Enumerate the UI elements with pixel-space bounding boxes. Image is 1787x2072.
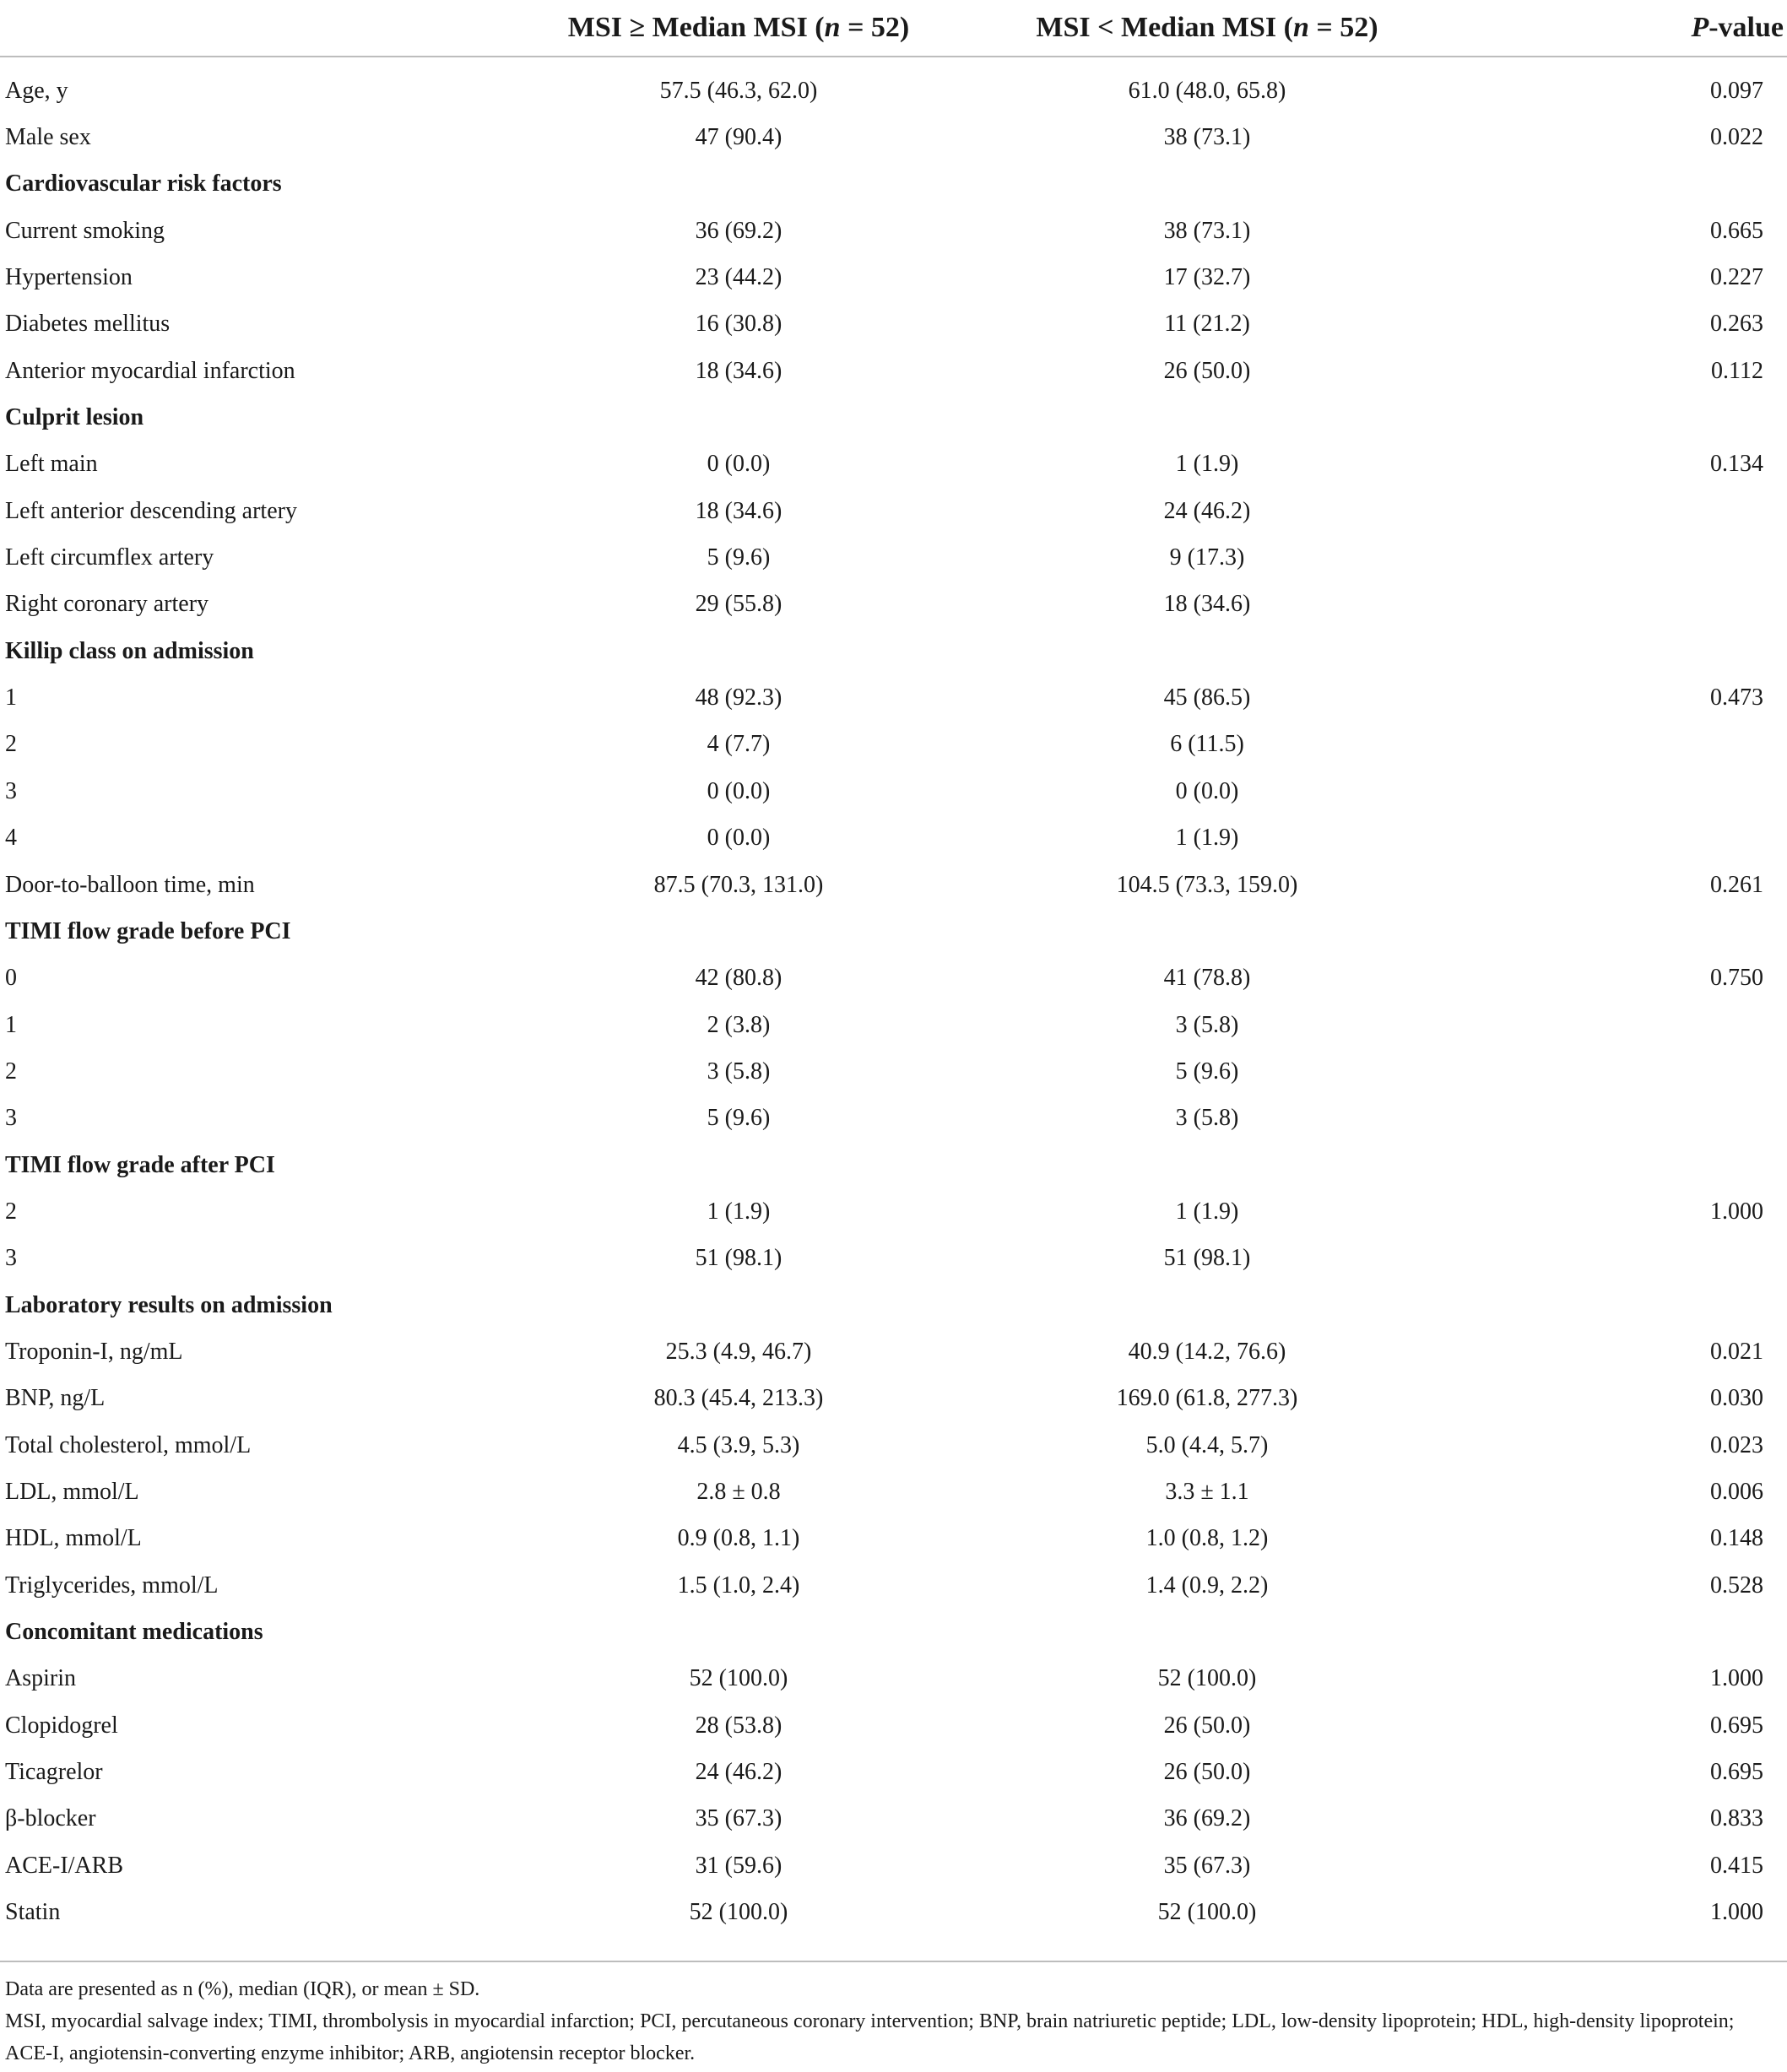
header-row	[0, 0, 1787, 57]
table-row	[0, 1328, 1787, 1375]
row-label: 2	[5, 731, 17, 758]
value-msi-below-median: 104.5 (73.3, 159.0)	[1116, 871, 1298, 898]
p-value	[1477, 394, 1787, 441]
value-msi-above-median	[540, 394, 937, 441]
row-label: Hypertension	[5, 264, 133, 291]
p-value	[1477, 1282, 1787, 1328]
value-msi-above-median: 1.5 (1.0, 2.4)	[677, 1572, 800, 1599]
row-label: Ticagrelor	[5, 1759, 103, 1786]
footer-divider	[0, 1961, 1787, 1962]
row-label: Clopidogrel	[5, 1712, 118, 1739]
row-label: Left main	[5, 451, 98, 478]
p-value: 0.006	[1710, 1478, 1763, 1505]
value-msi-above-median: 47 (90.4)	[695, 124, 782, 151]
value-msi-above-median: 2 (3.8)	[707, 1011, 771, 1038]
table-section-row	[0, 628, 1787, 674]
footnote-abbreviations: MSI, myocardial salvage index; TIMI, thrombolysis in myocardial infarction; PCI, percutaneous coronary intervention; BNP, brain natriuretic peptide; LDL, low-density lipoprotein; HDL, high-density lipoprotein; ACE-I, angiotensin-converting enzyme inhibitor; ARB, angiotensin receptor blocker.	[5, 2010, 1735, 2064]
row-label: 1	[5, 684, 17, 711]
row-label: β-blocker	[5, 1805, 96, 1832]
table-row	[0, 208, 1787, 254]
p-value: 0.665	[1710, 217, 1763, 244]
p-value: 0.261	[1710, 871, 1763, 898]
header-col1-n: n	[824, 12, 841, 43]
header-col1-suffix: = 52)	[840, 12, 910, 43]
table-row	[0, 1842, 1787, 1889]
value-msi-above-median: 28 (53.8)	[695, 1712, 782, 1739]
value-msi-below-median: 3.3 ± 1.1	[1165, 1478, 1249, 1505]
row-label: Left circumflex artery	[5, 544, 214, 571]
row-label: Age, y	[5, 77, 68, 104]
row-label: Left anterior descending artery	[5, 497, 297, 524]
table-row	[0, 768, 1787, 814]
value-msi-below-median: 52 (100.0)	[1157, 1899, 1257, 1926]
header-p-value	[1477, 0, 1787, 57]
row-label: Statin	[5, 1899, 61, 1926]
p-value	[1477, 1002, 1787, 1048]
table-row	[0, 955, 1787, 1002]
p-value	[1477, 908, 1787, 955]
value-msi-above-median: 1 (1.9)	[707, 1198, 771, 1225]
value-msi-above-median: 24 (46.2)	[695, 1759, 782, 1786]
p-value: 0.415	[1710, 1852, 1763, 1879]
table-row	[0, 1516, 1787, 1562]
value-msi-below-median: 5.0 (4.4, 5.7)	[1145, 1431, 1269, 1458]
row-label: BNP, ng/L	[5, 1385, 106, 1412]
p-value: 0.097	[1710, 77, 1763, 104]
row-label: Total cholesterol, mmol/L	[5, 1431, 252, 1458]
row-label: Anterior myocardial infarction	[5, 357, 295, 384]
value-msi-below-median: 24 (46.2)	[1163, 497, 1251, 524]
table-row	[0, 1469, 1787, 1515]
value-msi-below-median: 11 (21.2)	[1164, 311, 1250, 338]
row-label: Right coronary artery	[5, 591, 209, 618]
row-label: TIMI flow grade after PCI	[5, 1151, 275, 1178]
p-value: 0.695	[1710, 1712, 1763, 1739]
header-msi-below-median	[937, 0, 1477, 57]
value-msi-below-median: 36 (69.2)	[1163, 1805, 1251, 1832]
value-msi-above-median	[540, 1609, 937, 1655]
value-msi-below-median: 3 (5.8)	[1175, 1105, 1239, 1132]
row-label: Triglycerides, mmol/L	[5, 1572, 219, 1599]
table-section-row	[0, 1609, 1787, 1655]
p-value: 0.695	[1710, 1759, 1763, 1786]
value-msi-above-median: 18 (34.6)	[695, 357, 782, 384]
row-label: Killip class on admission	[5, 637, 254, 664]
value-msi-above-median: 3 (5.8)	[707, 1058, 771, 1085]
table-row	[0, 1422, 1787, 1469]
p-value	[1477, 1236, 1787, 1282]
table-row	[0, 114, 1787, 160]
table-row	[0, 1656, 1787, 1702]
table-row	[0, 348, 1787, 394]
value-msi-below-median	[937, 161, 1477, 208]
table-row	[0, 441, 1787, 488]
value-msi-below-median	[937, 1609, 1477, 1655]
header-col3-p: P	[1691, 12, 1709, 43]
value-msi-below-median: 6 (11.5)	[1170, 731, 1244, 758]
value-msi-below-median: 41 (78.8)	[1163, 965, 1251, 992]
value-msi-above-median: 36 (69.2)	[695, 217, 782, 244]
table-section-row	[0, 1282, 1787, 1328]
value-msi-below-median: 1.4 (0.9, 2.2)	[1145, 1572, 1269, 1599]
p-value: 0.021	[1710, 1338, 1763, 1365]
row-label: TIMI flow grade before PCI	[5, 917, 291, 944]
value-msi-above-median: 4.5 (3.9, 5.3)	[677, 1431, 800, 1458]
table-row	[0, 301, 1787, 348]
row-label: ACE-I/ARB	[5, 1852, 123, 1879]
row-label: LDL, mmol/L	[5, 1478, 139, 1505]
value-msi-above-median	[540, 1282, 937, 1328]
p-value	[1477, 722, 1787, 768]
p-value	[1477, 628, 1787, 674]
value-msi-below-median: 40.9 (14.2, 76.6)	[1128, 1338, 1286, 1365]
table-row	[0, 1562, 1787, 1609]
value-msi-above-median: 5 (9.6)	[707, 544, 771, 571]
value-msi-below-median: 38 (73.1)	[1163, 217, 1251, 244]
value-msi-below-median	[937, 628, 1477, 674]
row-label: Current smoking	[5, 217, 165, 244]
table-row	[0, 815, 1787, 862]
row-label: HDL, mmol/L	[5, 1525, 142, 1552]
p-value: 0.112	[1711, 357, 1763, 384]
value-msi-above-median	[540, 628, 937, 674]
value-msi-above-median: 80.3 (45.4, 213.3)	[653, 1385, 824, 1412]
table-row	[0, 1376, 1787, 1422]
value-msi-below-median: 1 (1.9)	[1175, 1198, 1239, 1225]
table-footnotes	[5, 1973, 1778, 2069]
row-label: 2	[5, 1058, 17, 1085]
row-label: Diabetes mellitus	[5, 311, 171, 338]
p-value: 0.750	[1710, 965, 1763, 992]
p-value	[1477, 1048, 1787, 1095]
row-label: Aspirin	[5, 1665, 76, 1692]
table-row	[0, 1188, 1787, 1235]
value-msi-above-median: 2.8 ± 0.8	[696, 1478, 781, 1505]
p-value: 1.000	[1710, 1899, 1763, 1926]
row-label: 3	[5, 1245, 17, 1272]
table-row	[0, 1236, 1787, 1282]
value-msi-above-median: 0.9 (0.8, 1.1)	[677, 1525, 800, 1552]
value-msi-below-median: 51 (98.1)	[1163, 1245, 1251, 1272]
table-row	[0, 722, 1787, 768]
row-label: Troponin-I, ng/mL	[5, 1338, 183, 1365]
value-msi-above-median: 0 (0.0)	[707, 825, 771, 852]
table-row	[0, 1702, 1787, 1749]
value-msi-above-median: 52 (100.0)	[689, 1899, 788, 1926]
value-msi-below-median: 1 (1.9)	[1175, 451, 1239, 478]
table-row	[0, 1889, 1787, 1935]
p-value: 0.023	[1710, 1431, 1763, 1458]
table-row	[0, 674, 1787, 721]
value-msi-above-median: 31 (59.6)	[695, 1852, 782, 1879]
p-value: 0.134	[1710, 451, 1763, 478]
value-msi-below-median: 9 (17.3)	[1169, 544, 1245, 571]
value-msi-above-median: 87.5 (70.3, 131.0)	[653, 871, 824, 898]
value-msi-below-median: 45 (86.5)	[1163, 684, 1251, 711]
table-body	[0, 57, 1787, 1936]
table-row	[0, 1048, 1787, 1095]
value-msi-below-median: 0 (0.0)	[1175, 777, 1239, 804]
p-value	[1477, 582, 1787, 628]
table-row	[0, 1749, 1787, 1795]
p-value	[1477, 815, 1787, 862]
row-label: Culprit lesion	[5, 404, 144, 431]
value-msi-below-median: 18 (34.6)	[1163, 591, 1251, 618]
p-value: 0.833	[1710, 1805, 1763, 1832]
header-col2-n: n	[1292, 12, 1309, 43]
row-label: Laboratory results on admission	[5, 1291, 333, 1318]
footnote-data-format: Data are presented as n (%), median (IQR), or mean ± SD.	[5, 1978, 480, 2000]
p-value: 0.263	[1710, 311, 1763, 338]
row-label: Concomitant medications	[5, 1619, 263, 1646]
table-section-row	[0, 908, 1787, 955]
value-msi-below-median	[937, 1142, 1477, 1188]
p-value	[1477, 1609, 1787, 1655]
table-row	[0, 862, 1787, 908]
value-msi-above-median: 51 (98.1)	[695, 1245, 782, 1272]
header-col3-suffix: -value	[1708, 12, 1784, 43]
table-row	[0, 1096, 1787, 1142]
value-msi-below-median: 1.0 (0.8, 1.2)	[1145, 1525, 1269, 1552]
value-msi-below-median: 38 (73.1)	[1163, 124, 1251, 151]
value-msi-below-median: 52 (100.0)	[1157, 1665, 1257, 1692]
value-msi-above-median	[540, 908, 937, 955]
value-msi-below-median: 1 (1.9)	[1175, 825, 1239, 852]
p-value: 0.473	[1710, 684, 1763, 711]
value-msi-below-median: 26 (50.0)	[1163, 1759, 1251, 1786]
value-msi-above-median: 23 (44.2)	[695, 264, 782, 291]
header-col2-prefix: MSI < Median MSI (	[1036, 12, 1293, 43]
value-msi-above-median	[540, 161, 937, 208]
value-msi-above-median: 42 (80.8)	[695, 965, 782, 992]
table-row	[0, 254, 1787, 300]
value-msi-below-median: 26 (50.0)	[1163, 1712, 1251, 1739]
value-msi-below-median: 35 (67.3)	[1163, 1852, 1251, 1879]
p-value	[1477, 161, 1787, 208]
p-value: 1.000	[1710, 1665, 1763, 1692]
row-label: 4	[5, 825, 17, 852]
row-label: 2	[5, 1198, 17, 1225]
row-label: 3	[5, 1105, 17, 1132]
table-row	[0, 57, 1787, 114]
table-row	[0, 534, 1787, 581]
value-msi-above-median: 35 (67.3)	[695, 1805, 782, 1832]
value-msi-above-median: 57.5 (46.3, 62.0)	[659, 77, 818, 104]
value-msi-below-median	[937, 394, 1477, 441]
header-variable	[0, 0, 540, 57]
p-value	[1477, 1142, 1787, 1188]
value-msi-above-median: 4 (7.7)	[707, 731, 771, 758]
p-value	[1477, 488, 1787, 534]
p-value: 0.227	[1710, 264, 1763, 291]
table-section-row	[0, 1142, 1787, 1188]
value-msi-above-median: 5 (9.6)	[707, 1105, 771, 1132]
value-msi-below-median: 169.0 (61.8, 277.3)	[1116, 1385, 1298, 1412]
value-msi-above-median: 16 (30.8)	[695, 311, 782, 338]
value-msi-above-median: 48 (92.3)	[695, 684, 782, 711]
value-msi-below-median: 17 (32.7)	[1163, 264, 1251, 291]
header-col1-prefix: MSI ≥ Median MSI (	[567, 12, 825, 43]
row-label: 0	[5, 965, 17, 992]
value-msi-above-median: 18 (34.6)	[695, 497, 782, 524]
table-section-row	[0, 161, 1787, 208]
value-msi-below-median: 5 (9.6)	[1175, 1058, 1239, 1085]
value-msi-above-median: 25.3 (4.9, 46.7)	[665, 1338, 812, 1365]
table-row	[0, 1002, 1787, 1048]
value-msi-above-median	[540, 1142, 937, 1188]
p-value: 0.148	[1710, 1525, 1763, 1552]
row-label: 1	[5, 1011, 17, 1038]
row-label: Cardiovascular risk factors	[5, 170, 282, 197]
header-msi-above-median	[540, 0, 937, 57]
table-row	[0, 488, 1787, 534]
value-msi-below-median: 26 (50.0)	[1163, 357, 1251, 384]
table-section-row	[0, 394, 1787, 441]
table-row	[0, 582, 1787, 628]
p-value	[1477, 768, 1787, 814]
value-msi-below-median: 3 (5.8)	[1175, 1011, 1239, 1038]
value-msi-below-median	[937, 908, 1477, 955]
table-header	[0, 0, 1787, 57]
p-value: 0.030	[1710, 1385, 1763, 1412]
value-msi-above-median: 0 (0.0)	[707, 451, 771, 478]
p-value: 0.022	[1710, 124, 1763, 151]
row-label: Door-to-balloon time, min	[5, 871, 255, 898]
value-msi-above-median: 0 (0.0)	[707, 777, 771, 804]
value-msi-above-median: 52 (100.0)	[689, 1665, 788, 1692]
value-msi-above-median: 29 (55.8)	[695, 591, 782, 618]
value-msi-below-median	[937, 1282, 1477, 1328]
table-row	[0, 1796, 1787, 1842]
row-label: Male sex	[5, 124, 91, 151]
p-value	[1477, 534, 1787, 581]
p-value	[1477, 1096, 1787, 1142]
header-col2-suffix: = 52)	[1308, 12, 1378, 43]
p-value: 1.000	[1710, 1198, 1763, 1225]
row-label: 3	[5, 777, 17, 804]
p-value: 0.528	[1710, 1572, 1763, 1599]
value-msi-below-median: 61.0 (48.0, 65.8)	[1128, 77, 1286, 104]
